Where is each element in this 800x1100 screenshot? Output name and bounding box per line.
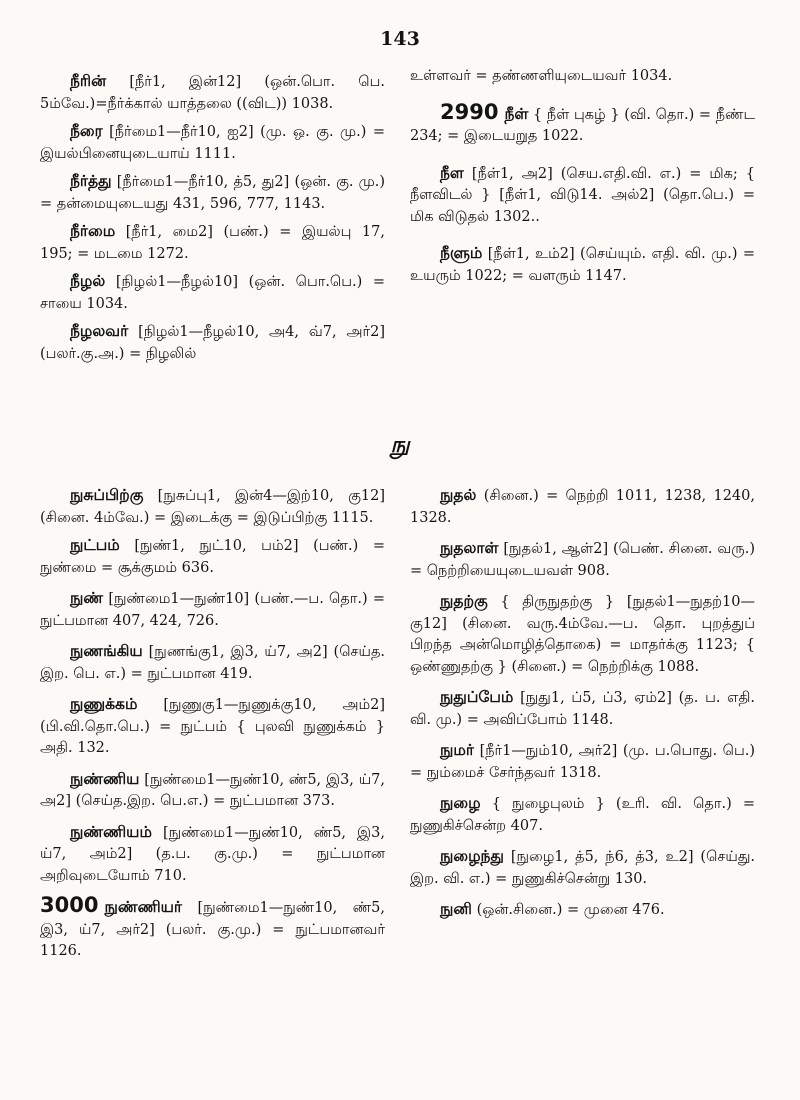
entry-text: [நிழல்1—நீழல்10, அ4, வ்7, அர்2] (பலர்.கு.அ.) = நிழலில் xyxy=(40,324,385,362)
dictionary-entry xyxy=(40,120,385,165)
entry-headword: நீரை xyxy=(70,121,103,140)
entry-headword: நீழலவர் xyxy=(70,321,129,340)
entry-text: { நீள் புகழ் } (வி. தொ.) = நீண்ட 234; = இடையறுத 1022. xyxy=(410,106,756,144)
dictionary-entry xyxy=(410,739,755,784)
entry-number: 2990 xyxy=(440,99,499,124)
entry-headword: நுதலாள் xyxy=(440,538,499,557)
entry-headword: நீர்மை xyxy=(70,221,116,240)
dictionary-entry xyxy=(410,686,755,731)
entry-text: [நீர்1, இன்12] (ஒன்.பொ. பெ. 5ம்வே.)=நீர்க்கால் யாத்தலை ((விட)) 1038. xyxy=(40,74,385,112)
dictionary-entry xyxy=(410,537,755,582)
entry-text: [நுண்மை1—நுண்10, ண்5, இ3, ய்7, அர்2] (பலர். கு.மு.) = நுட்பமானவர் 1126. xyxy=(40,900,385,959)
entry-headword: நுதற்கு xyxy=(440,591,488,610)
entry-text: [நுண்மை1—நுண்10, ண்5, இ3, ய்7, அ2] (செய்த.இற. பெ.எ.) = நுட்பமான 373. xyxy=(40,771,385,809)
entry-headword: நுதுப்பேம் xyxy=(440,687,514,706)
dictionary-entry xyxy=(410,898,755,922)
entry-headword: நுட்பம் xyxy=(70,535,120,554)
entry-text: [நுதல்1, ஆள்2] (பெண். சினை. வரு.) = நெற்றியையுடையவள் 908. xyxy=(410,541,755,579)
bottom-right-column xyxy=(410,484,755,927)
entry-headword: நுழைந்து xyxy=(440,846,504,865)
entry-text: [நுசுப்பு1, இன்4—இற்10, கு12] (சினை. 4ம்வே.) = இடைக்கு = இடுப்பிற்கு 1115. xyxy=(40,488,385,526)
entry-headword: நுண் xyxy=(70,588,104,607)
entry-headword: நீள xyxy=(440,162,464,182)
dictionary-entry xyxy=(410,484,755,529)
entry-text: [நுண்1, நுட்10, பம்2] (பண்.) = நுண்மை = சூக்குமம் 636. xyxy=(40,538,386,576)
entry-text: [நுணுகு1—நுணுக்கு10, அம்2] (பி.வி.தொ.பெ.) = நுட்பம் { புலவி நுணுக்கம் } அதி. 132. xyxy=(40,697,386,756)
dictionary-entry xyxy=(40,640,385,685)
entry-headword: நுணங்கிய xyxy=(70,641,143,660)
entry-text: [நீர்மை1—நீர்10, ஐ2] (மு. ஒ. கு. மு.) = இயல்பினையுடையாய் 1111. xyxy=(40,124,385,162)
entry-number: 3000 xyxy=(40,893,99,917)
dictionary-entry xyxy=(410,99,756,148)
dictionary-entry xyxy=(40,768,385,813)
bottom-left-column xyxy=(40,484,385,968)
entry-text: [நீர்1—நும்10, அர்2] (மு. ப.பொது. பெ.) = நும்மைச் சேர்ந்தவர் 1318. xyxy=(410,743,755,781)
dictionary-entry xyxy=(410,590,755,678)
dictionary-entry xyxy=(410,242,755,287)
dictionary-entry xyxy=(40,320,385,365)
dictionary-entry xyxy=(410,792,755,837)
dictionary-entry xyxy=(40,484,385,529)
entry-text: [நுது1, ப்5, ப்3, ஏம்2] (த. ப. எதி. வி. மு.) = அவிப்போம் 1148. xyxy=(410,690,755,728)
entry-headword: நுண்ணியர் xyxy=(104,897,183,916)
entry-text: [நீர்மை1—நீர்10, த்5, து2] (ஒன். கு. மு.) = தன்மையுடையது 431, 596, 777, 1143. xyxy=(40,174,385,212)
entry-headword: நுமர் xyxy=(440,740,474,759)
entry-text: [நுணங்கு1, இ3, ய்7, அ2] (செய்த. இற. பெ. எ.) = நுட்பமான 419. xyxy=(40,644,385,682)
entry-text: (ஒன்.சினை.) = முனை 476. xyxy=(476,902,665,918)
top-right-column xyxy=(410,66,755,292)
entry-text: [நீர்1, மை2] (பண்.) = இயல்பு 17, 195; = மடமை 1272. xyxy=(40,224,385,262)
entry-headword: நுண்ணியம் xyxy=(70,821,152,841)
entry-text: { திருநுதற்கு } [நுதல்1—நுதற்10—கு12] (சினை. வரு.4ம்வே.—ப. தொ. புறத்துப் பிறந்த அன்மொழித்தொகை) = மாதர்க்கு 1123; { ஒண்ணுதற்கு } (சினை.) = நெற்றிக்கு 1088. xyxy=(410,594,756,675)
entry-headword: நுனி xyxy=(440,899,472,918)
dictionary-entry-continuation xyxy=(410,66,755,88)
dictionary-entry xyxy=(40,587,385,632)
entry-headword: நீர்த்து xyxy=(70,171,112,190)
entry-headword: நுணுக்கம் xyxy=(70,694,138,713)
entry-headword: நீழல் xyxy=(70,271,106,290)
dictionary-entry xyxy=(40,821,385,888)
dictionary-entry xyxy=(40,220,385,265)
section-heading: நு xyxy=(390,432,410,458)
entry-text: உள்ளவர் = தண்ணளியுடையவர் 1034. xyxy=(410,68,673,84)
dictionary-entry xyxy=(40,70,385,115)
dictionary-entry xyxy=(40,170,385,215)
top-left-column xyxy=(40,70,385,370)
entry-text: [நீள்1, அ2] (செய.எதி.வி. எ.) = மிக; { நீளவிடல் } [நீள்1, விடு14. அல்2] (தொ.பெ.) = மிக விடுதல் 1302.. xyxy=(410,165,756,225)
entry-headword: நுசுப்பிற்கு xyxy=(70,485,144,504)
dictionary-entry xyxy=(40,270,385,315)
entry-headword: நீள் xyxy=(504,103,529,123)
entry-text: (சினை.) = நெற்றி 1011, 1238, 1240, 1328. xyxy=(410,488,755,526)
entry-text: { நுழைபுலம் } (உரி. வி. தொ.) = நுணுகிச்சென்ற 407. xyxy=(410,796,755,834)
entry-text: [நுண்மை1—நுண்10] (பண்.—ப. தொ.) = நுட்பமான 407, 424, 726. xyxy=(40,591,385,629)
dictionary-entry xyxy=(40,534,385,579)
entry-headword: நீளும் xyxy=(440,243,483,262)
dictionary-entry xyxy=(40,895,385,963)
entry-headword: நுழை xyxy=(440,793,481,812)
entry-text: [நிழல்1—நீழல்10] (ஒன். பொ.பெ.) = சாயை 1034. xyxy=(40,274,385,312)
entry-text: [நுண்மை1—நுண்10, ண்5, இ3, ய்7, அம்2] (த.ப. கு.மு.) = நுட்பமான அறிவுடையோம் 710. xyxy=(40,824,385,884)
dictionary-entry xyxy=(410,845,755,890)
entry-headword: நீரின் xyxy=(70,71,107,90)
dictionary-entry xyxy=(410,162,755,229)
page-number: 143 xyxy=(380,28,420,50)
entry-text: [நுழை1, த்5, ந்6, த்3, உ2] (செய்து. இற. வி. எ.) = நுணுகிச்சென்று 130. xyxy=(410,849,756,887)
entry-text: [நீள்1, உம்2] (செய்யும். எதி. வி. மு.) = உயரும் 1022; = வளரும் 1147. xyxy=(410,246,756,284)
dictionary-entry xyxy=(40,693,385,760)
entry-headword: நுதல் xyxy=(440,485,477,504)
entry-headword: நுண்ணிய xyxy=(70,768,140,788)
